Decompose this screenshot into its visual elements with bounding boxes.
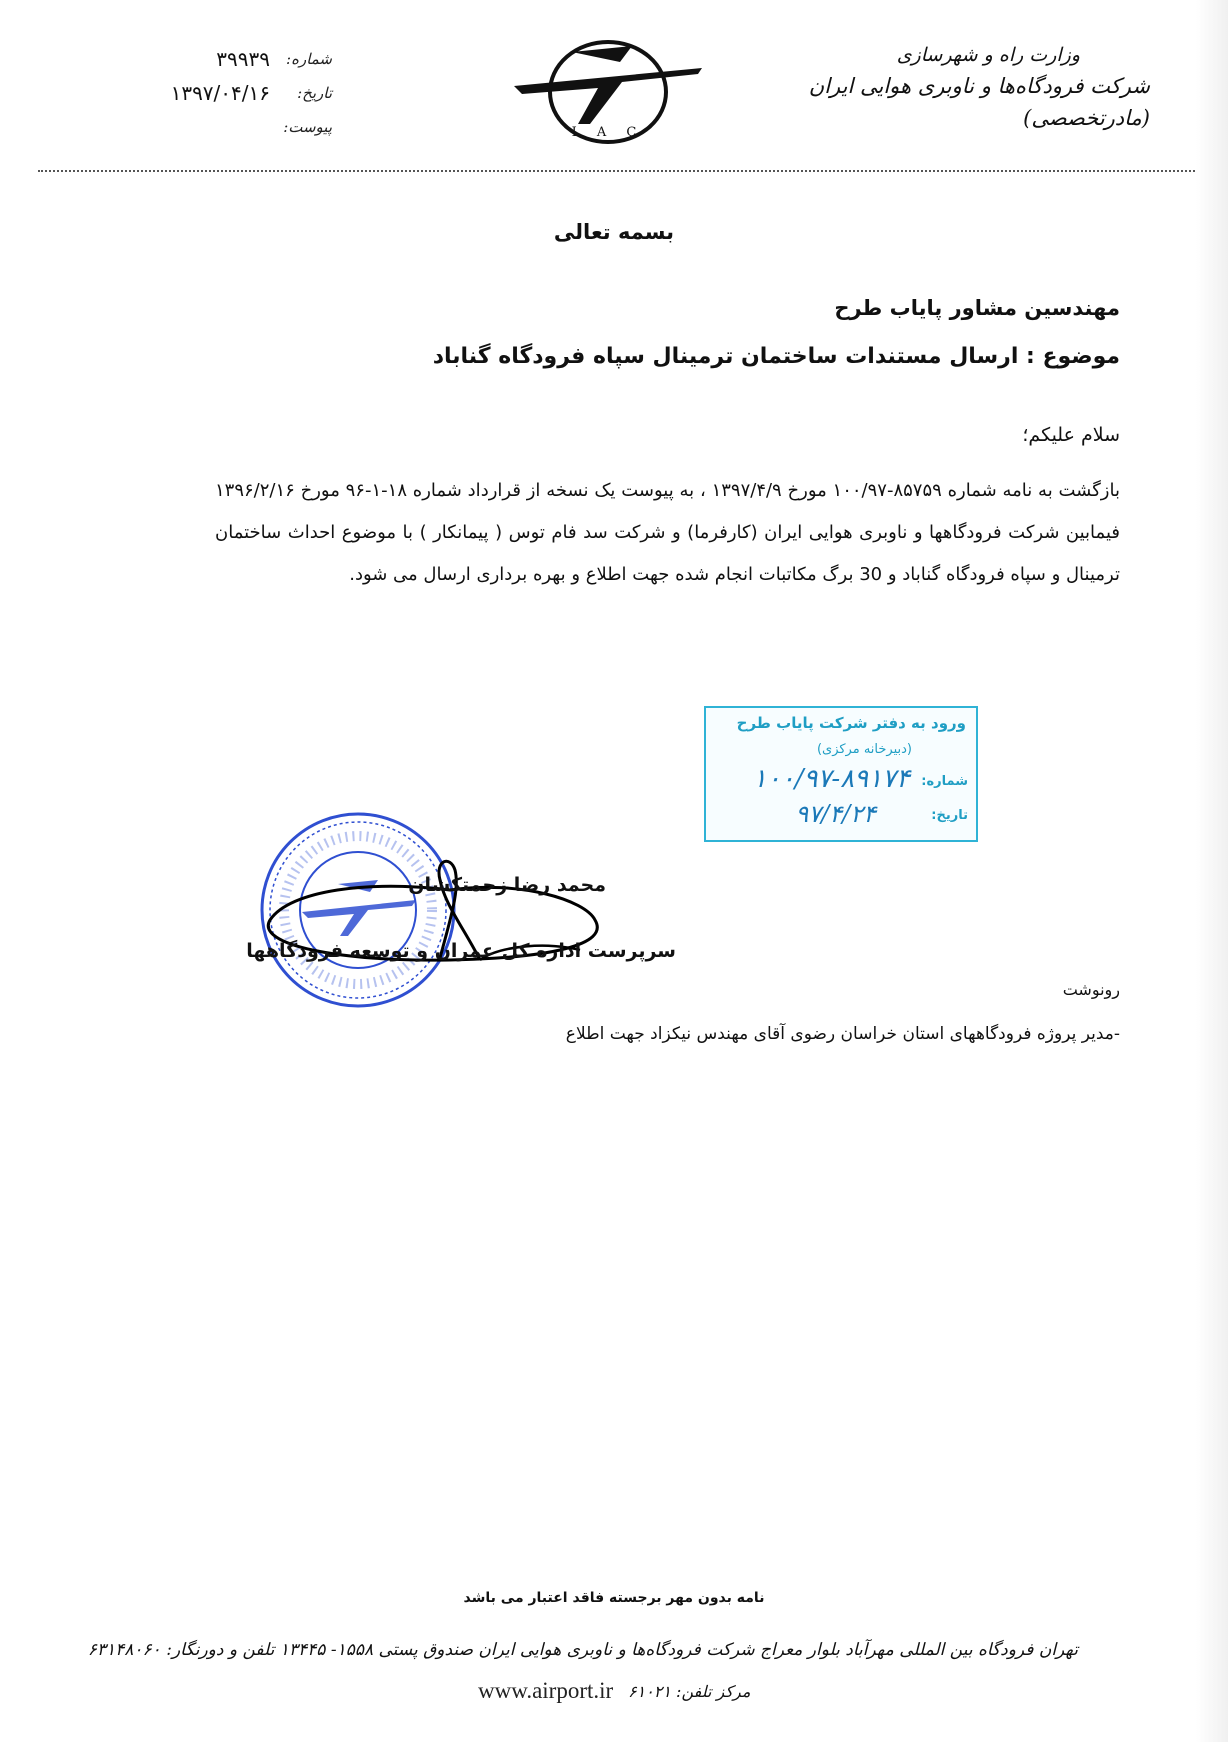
stamp-title: ورود به دفتر شرکت پایاب طرح <box>736 714 966 732</box>
company-name: شرکت فرودگاه‌ها و ناوبری هوایی ایران (مادرتخصصی) <box>808 74 1150 130</box>
signer-name: محمد رضا زحمتکشان <box>408 874 606 896</box>
footer-address: تهران فرودگاه بین المللی مهرآباد بلوار معراج شرکت فرودگاه‌ها و ناوبری هوایی ایران صندوق پستی ۱۵۵۸- ۱۳۴۴۵ تلفن و دورنگار: ۶۳۱۴۸۰۶۰ <box>87 1640 1078 1660</box>
footer-website-link[interactable]: www.airport.ir <box>478 1678 614 1703</box>
stamp-date-label: تاریخ: <box>931 808 968 823</box>
header-divider <box>38 170 1198 172</box>
ministry-name: وزارت راه و شهرسازی <box>896 44 1080 66</box>
meta-number-row <box>132 42 332 76</box>
received-stamp <box>704 706 978 842</box>
number-value: ۳۹۹۳۹ <box>216 47 270 71</box>
stamp-number-label: شماره: <box>921 774 968 789</box>
greeting: سلام علیکم؛ <box>1022 424 1120 446</box>
date-label: تاریخ: <box>297 84 332 102</box>
stamp-number-value: ۱۰۰/۹۷-۸۹۱۷۴ <box>752 764 910 794</box>
attachment-label: پیوست: <box>283 118 332 136</box>
scan-edge-shadow <box>1196 0 1228 1742</box>
subject-line: موضوع : ارسال مستندات ساختمان ترمینال سپاه فرودگاه گناباد <box>432 344 1120 369</box>
footer-phone: مرکز تلفن: ۶۱۰۲۱ <box>628 1682 751 1701</box>
footer-validity-note: نامه بدون مهر برجسته فاقد اعتبار می باشد <box>463 1590 765 1606</box>
bismillah-heading: بسمه تعالی <box>553 220 675 244</box>
iac-logo-icon <box>512 28 704 146</box>
signer-title: سرپرست اداره کل عمران و توسعه فرودگاهها <box>246 940 676 962</box>
stamp-date-value: ۹۷/۴/۲۴ <box>795 800 876 828</box>
recipient: مهندسین مشاور پایاب طرح <box>834 296 1120 320</box>
date-value: ۱۳۹۷/۰۴/۱۶ <box>170 81 270 105</box>
letter-body: بازگشت به نامه شماره ۸۵۷۵۹-۱۰۰/۹۷ مورخ ۱۳۹۷/۴/۹ ، به پیوست یک نسخه از قرارداد شماره ۱۸-۱-۹۶ مورخ ۱۳۹۶/۲/۱۶ فیمابین شرکت فرودگاهها و ناوبری هوایی ایران (کارفرما) و شرکت سد فام توس ( پیمانکار ) با موضوع احداث ساختمان ترمینال و سپاه فرودگاه گناباد و 30 برگ مکاتبات انجام شده جهت اطلاع و بهره برداری ارسال می شود. <box>215 480 1120 585</box>
number-label: شماره: <box>286 50 332 68</box>
meta-attachment-row <box>132 110 332 144</box>
cc-label: رونوشت <box>1062 980 1120 999</box>
cc-recipient: -مدیر پروژه فرودگاههای استان خراسان رضوی آقای مهندس نیکزاد جهت اطلاع <box>565 1024 1120 1044</box>
stamp-subtitle: (دبیرخانه مرکزی) <box>816 742 912 757</box>
logo-text: I A C <box>571 125 645 140</box>
letter-meta <box>132 42 332 144</box>
meta-date-row <box>132 76 332 110</box>
letterhead-organization <box>730 40 1150 134</box>
